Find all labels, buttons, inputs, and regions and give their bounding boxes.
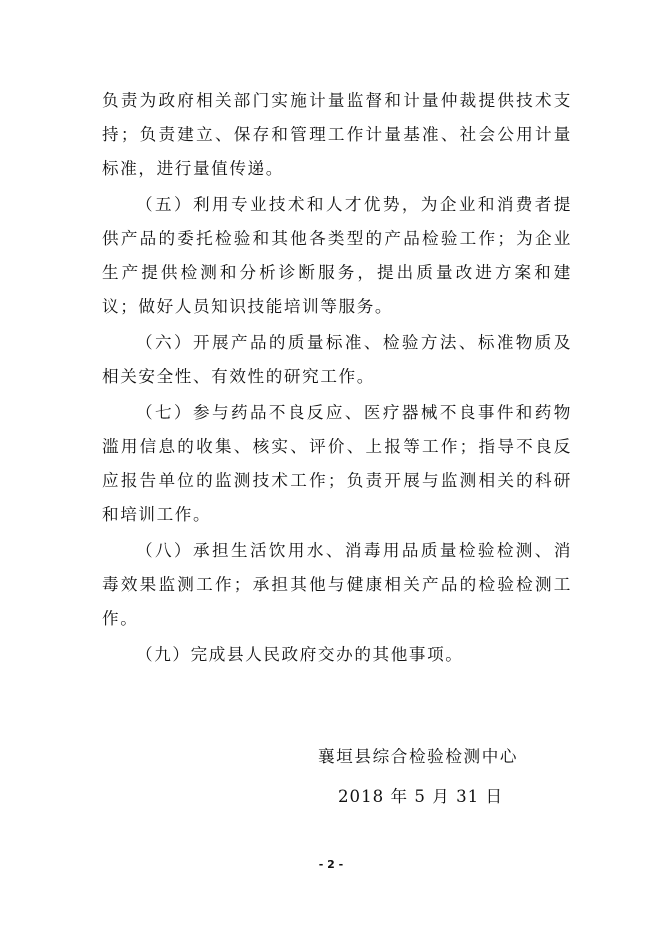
- paragraph-continuation: 负责为政府相关部门实施计量监督和计量仲裁提供技术支持；负责建立、保存和管理工作计量基准、社会公用计量标准，进行量值传递。: [102, 91, 572, 178]
- signature-organization: 襄垣县综合检验检测中心: [318, 747, 519, 766]
- paragraph-item-6: （六）开展产品的质量标准、检验方法、标准物质及相关安全性、有效性的研究工作。: [102, 333, 572, 386]
- paragraph-item-9: （九）完成县人民政府交办的其他事项。: [136, 645, 464, 664]
- page-number: - 2 -: [318, 858, 344, 871]
- paragraph-item-8: （八）承担生活饮用水、消毒用品质量检验检测、消毒效果监测工作；承担其他与健康相关产品的检验检测工作。: [102, 541, 572, 628]
- signature-date: 2018 年 5 月 31 日: [338, 787, 504, 806]
- paragraph-item-5: （五）利用专业技术和人才优势，为企业和消费者提供产品的委托检验和其他各类型的产品检验工作；为企业生产提供检测和分析诊断服务，提出质量改进方案和建议；做好人员知识技能培训等服务。: [102, 195, 572, 316]
- paragraph-item-7: （七）参与药品不良反应、医疗器械不良事件和药物滥用信息的收集、核实、评价、上报等工作；指导不良反应报告单位的监测技术工作；负责开展与监测相关的科研和培训工作。: [102, 403, 572, 524]
- document-body: [102, 84, 572, 674]
